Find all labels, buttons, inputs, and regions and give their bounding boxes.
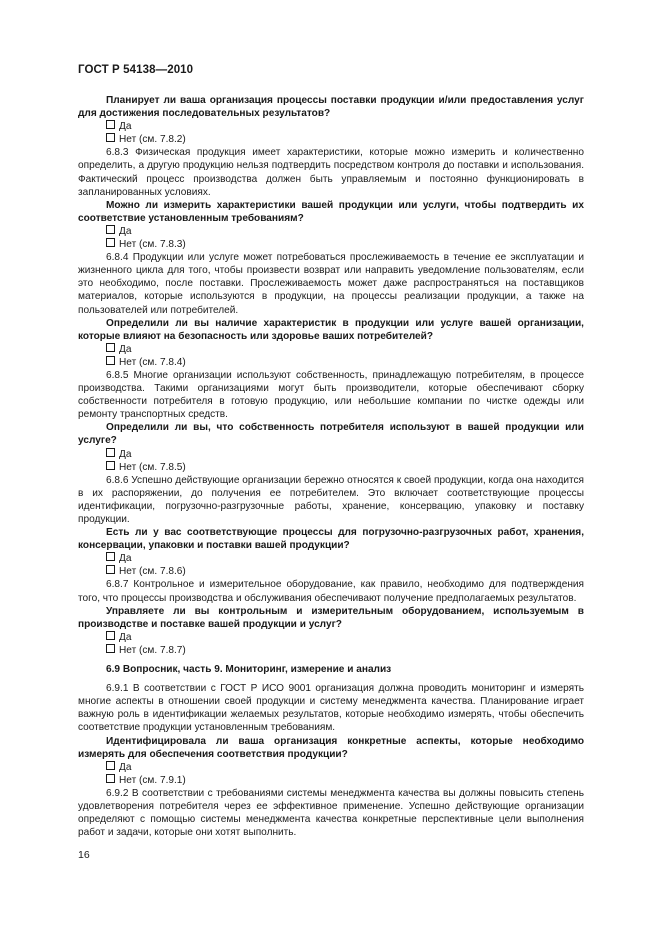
option-yes[interactable]: Да bbox=[78, 225, 584, 238]
option-no[interactable]: Нет (см. 7.8.5) bbox=[78, 461, 584, 474]
checkbox-icon[interactable] bbox=[106, 761, 115, 770]
question-text: Есть ли у вас соответствующие процессы для погрузочно-разгрузочных работ, хранения, консервации, упаковки и поставки вашей продукции? bbox=[78, 527, 584, 552]
question-text: Определили ли вы, что собственность потребителя используют в вашей продукции или услуге? bbox=[78, 422, 584, 447]
option-yes[interactable]: Да bbox=[78, 761, 584, 774]
paragraph: 6.9.1 В соответствии с ГОСТ Р ИСО 9001 организация должна проводить мониторинг и измерять многие аспекты в отношении своей продукции и систему менеджмента качества. Планирование играет важную роль в идентификации желаемых результатов, которые необходимо измерять, чтобы обеспечить соответствие продукции установленным требованиям. bbox=[78, 683, 584, 734]
option-no[interactable]: Нет (см. 7.9.1) bbox=[78, 774, 584, 787]
option-no[interactable]: Нет (см. 7.8.6) bbox=[78, 565, 584, 578]
checkbox-icon[interactable] bbox=[106, 133, 115, 142]
question-text: Планирует ли ваша организация процессы поставки продукции и/или предоставления услуг для достижения последовательных результатов? bbox=[78, 95, 584, 120]
paragraph: 6.8.3 Физическая продукция имеет характеристики, которые можно измерить и количественно определить, а другую продукцию нельзя подтвердить посредством контроля до поставки и использования. Фактический процесс производства должен быть управляемым и постоянно функционировать в запланированных условиях. bbox=[78, 147, 584, 198]
checkbox-icon[interactable] bbox=[106, 552, 115, 561]
option-no[interactable]: Нет (см. 7.8.7) bbox=[78, 644, 584, 657]
checkbox-icon[interactable] bbox=[106, 644, 115, 653]
option-yes[interactable]: Да bbox=[78, 343, 584, 356]
paragraph: 6.8.5 Многие организации используют собственность, принадлежащую потребителям, в процессе производства. Такими организациями могут быть производители, которые обеспечивают сборку собственности потребителя в готовую продукцию, или небольшие компании по чистке одежды или ремонту транспортных средств. bbox=[78, 369, 584, 421]
checkbox-icon[interactable] bbox=[106, 448, 115, 457]
checkbox-icon[interactable] bbox=[106, 565, 115, 574]
option-yes[interactable]: Да bbox=[78, 552, 584, 565]
page-number: 16 bbox=[78, 849, 90, 861]
option-yes[interactable]: Да bbox=[78, 120, 584, 133]
option-no[interactable]: Нет (см. 7.8.4) bbox=[78, 356, 584, 369]
question-text: Управляете ли вы контрольным и измерительным оборудованием, используемым в производстве и поставке вашей продукции и услуг? bbox=[78, 605, 584, 630]
checkbox-icon[interactable] bbox=[106, 238, 115, 247]
checkbox-icon[interactable] bbox=[106, 356, 115, 365]
option-yes[interactable]: Да bbox=[78, 631, 584, 644]
checkbox-icon[interactable] bbox=[106, 343, 115, 352]
paragraph: 6.8.6 Успешно действующие организации бережно относятся к своей продукции, когда она находится в их распоряжении, до получения ее потребителем. Это включает соответствующие процессы идентификации, погрузочно-разгрузочные работы, хранение, консервацию, упаковку и поставку продукции. bbox=[78, 474, 584, 525]
question-text: Определили ли вы наличие характеристик в продукции или услуге вашей организации, которые влияют на безопасность или здоровье ваших потребителей? bbox=[78, 317, 584, 342]
paragraph: 6.8.4 Продукции или услуге может потребоваться прослеживаемость в течение ее эксплуатации и жизненного цикла для того, чтобы произвести возврат или направить уведомление пользователям, если это необходимо, после поставки. Прослеживаемость может даже распространяться на поставщиков материалов, которые используются в продукции, на процессы реализации продукции, а также на пользователей или потребителей. bbox=[78, 252, 584, 316]
checkbox-icon[interactable] bbox=[106, 120, 115, 129]
section-heading: 6.9 Вопросник, часть 9. Мониторинг, измерение и анализ bbox=[106, 664, 392, 676]
option-yes[interactable]: Да bbox=[78, 448, 584, 461]
option-no[interactable]: Нет (см. 7.8.2) bbox=[78, 133, 584, 146]
checkbox-icon[interactable] bbox=[106, 225, 115, 234]
checkbox-icon[interactable] bbox=[106, 631, 115, 640]
question-text: Идентифицировала ли ваша организация конкретные аспекты, которые необходимо измерять для обеспечения соответствия продукции? bbox=[78, 735, 584, 760]
document-header: ГОСТ Р 54138—2010 bbox=[78, 64, 194, 76]
question-text: Можно ли измерить характеристики вашей продукции или услуги, чтобы подтвердить их соответствие установленным требованиям? bbox=[78, 199, 584, 224]
paragraph: 6.8.7 Контрольное и измерительное оборудование, как правило, необходимо для подтверждения того, что процессы производства и обслуживания обеспечивают получение предполагаемых результатов. bbox=[78, 579, 584, 604]
paragraph: 6.9.2 В соответствии с требованиями системы менеджмента качества вы должны повысить степень удовлетворения потребителя через ее эффективное применение. Успешно действующие организации определяют с помощью системы менеджмента качества конкретные перспективные цели выполнения работ и задачи, которые они хотят выполнить. bbox=[78, 787, 584, 839]
document-body bbox=[78, 94, 584, 839]
checkbox-icon[interactable] bbox=[106, 774, 115, 783]
option-no[interactable]: Нет (см. 7.8.3) bbox=[78, 238, 584, 251]
checkbox-icon[interactable] bbox=[106, 461, 115, 470]
